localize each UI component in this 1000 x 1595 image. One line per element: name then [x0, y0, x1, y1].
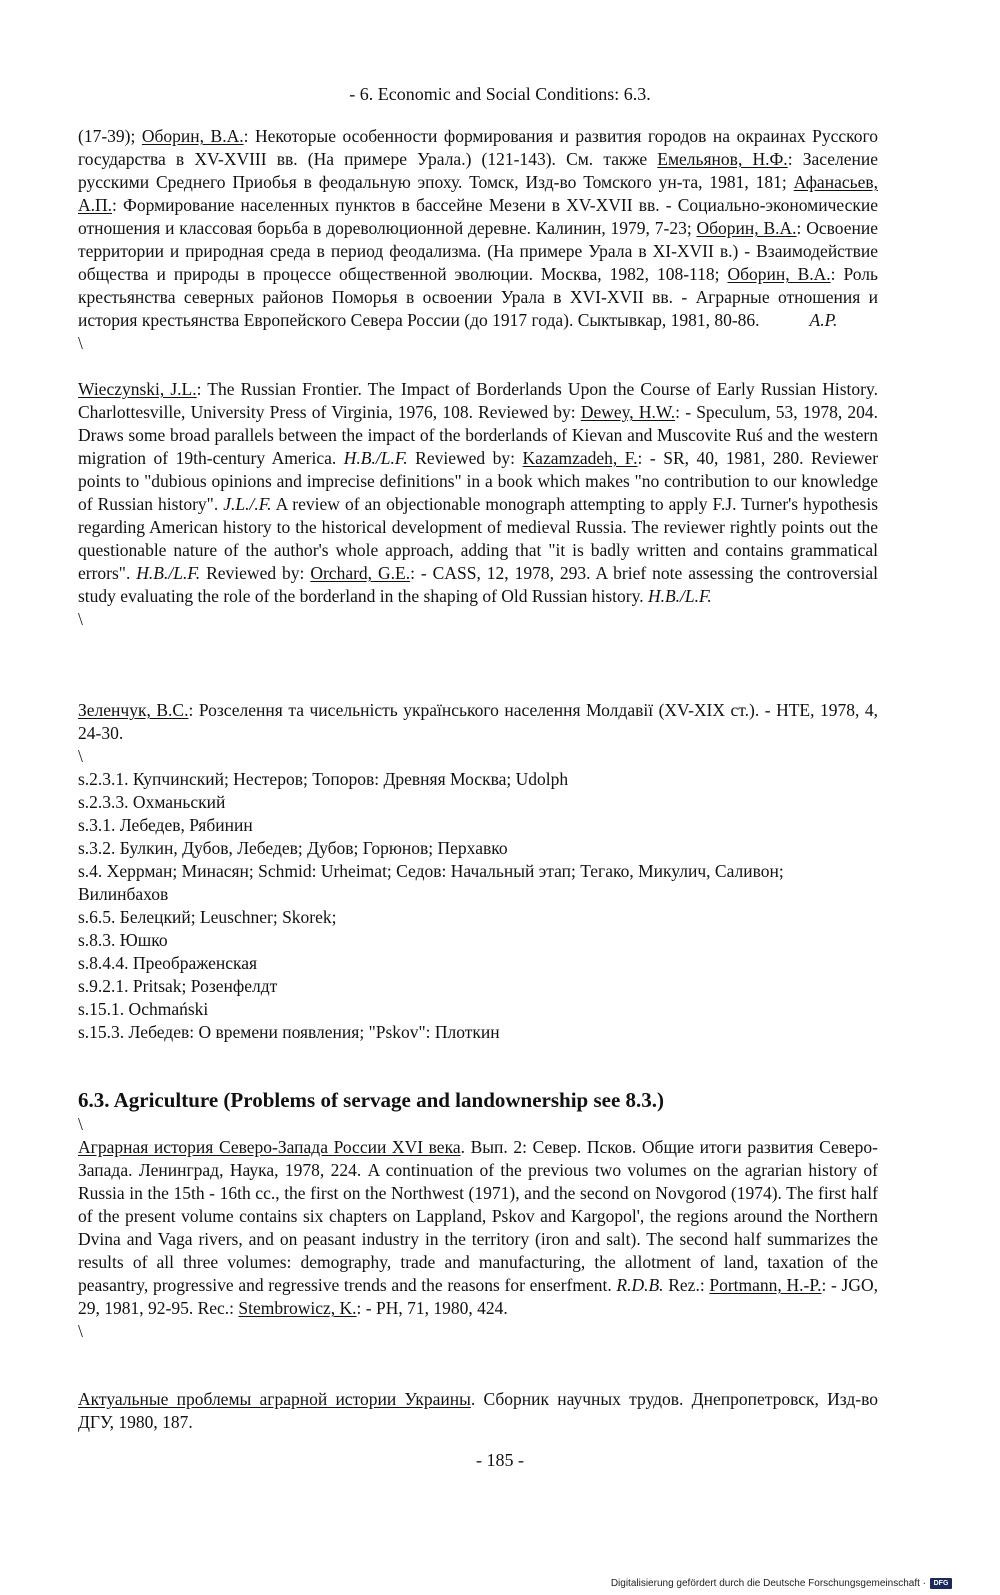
author-link: Зеленчук, В.С.	[78, 700, 189, 720]
entry-text-segment: : Розселення та чисельність українського населення Молдавії (XV-XIX ст.). - НТЕ, 1978, 4, 24-30.	[78, 700, 878, 743]
entry-text-segment: : - PH, 71, 1980, 424.	[356, 1298, 508, 1318]
entry-separator: \	[78, 746, 83, 766]
bibliography-entry-aktualnye	[78, 1388, 878, 1434]
entry-text-segment: Rez.:	[663, 1275, 710, 1295]
entry-text-segment: : Некоторые особенности формирования и развития городов на окраинах Русского государства в XV-XVIII вв. (На примере Урала.) (121-143). См. также	[78, 126, 878, 169]
bibliography-entry-wieczynski	[78, 378, 878, 631]
author-link: Емельянов, Н.Ф.	[657, 149, 788, 169]
reviewer-link: Orchard, G.E.	[310, 563, 411, 583]
entry-separator: \	[78, 1321, 83, 1341]
entry-separator: \	[78, 1114, 83, 1134]
reviewer-signature: H.B./L.F.	[647, 586, 712, 606]
cross-reference-item: s.9.2.1. Pritsak; Розенфелдт	[78, 976, 278, 996]
entry-text-segment: . Вып. 2: Север. Псков. Общие итоги развития Северо-Запада. Ленинград, Наука, 1978, 224. A continuation of the previous two volumes on the agrarian history of Russia in the 15th - 16th cc., the first on the Northwest (1971), and the second on Novgorod (1974). The first half of the present volume contains six chapters on Lappland, Pskov and Kargopol', the regions around the Northern Dvina and Vaga rivers, and on peasant industry in the territory (iron and salt). The second half summarizes the results of all three volumes: demography, trade and manufacturing, the allotment of land, taxation of the peasantry, progressive and regressive trends and the reasons for enserfment.	[78, 1137, 879, 1295]
entry-text-segment: : - SR, 40, 1981, 280. Reviewer points to "dubious opinions and imprecise definitions" in a book which makes "no contribution to our knowledge of Russian history".	[78, 448, 879, 514]
entry-page-ref: (17-39);	[78, 126, 142, 146]
entry-text-segment: Reviewed by:	[407, 448, 523, 468]
entry-separator: \	[78, 333, 83, 353]
reviewer-signature: A.P.	[809, 310, 838, 330]
reviewer-signature: J.L./.F.	[223, 494, 272, 514]
dfg-logo-icon: DFG	[930, 1578, 952, 1589]
running-head: - 6. Economic and Social Conditions: 6.3.	[349, 84, 651, 104]
entry-text-segment: : Роль крестьянства северных районов Поморья в освоении Урала в XVI-XVII вв. - Аграрные отношения и история крестьянства Европейского Севера России (до 1917 года). Сыктывкар, 1981, 80-86.	[78, 264, 878, 330]
reviewer-link: Portmann, H.-P.	[709, 1275, 822, 1295]
author-link: Оборин, В.А.	[141, 126, 244, 146]
reviewer-link: Stembrowicz, K.	[238, 1298, 357, 1318]
digitization-footer	[611, 1572, 952, 1595]
entry-text-segment: A review of an objectionable monograph attempting to apply F.J. Turner's hypothesis regarding American history to the historical development of medieval Russia. The reviewer rightly points out the questionable nature of the author's whole approach, adding that "it is badly written and contains grammatical errors".	[78, 494, 879, 583]
entry-text	[78, 125, 878, 332]
entry-text-segment: : - JGO, 29, 1981, 92-95. Rec.:	[78, 1275, 879, 1318]
footer-text: Digitalisierung gefördert durch die Deutsche Forschungsgemeinschaft ·	[610, 1578, 926, 1589]
reviewer-link: Kazamzadeh, F.	[522, 448, 638, 468]
author-link: Афанасьев, А.П.	[78, 172, 878, 215]
entry-text	[78, 1388, 878, 1434]
entry-text-segment: : Заселение русскими Среднего Приобья в феодальную эпоху. Томск, Изд-во Томского ун-та, 1981, 181;	[78, 149, 878, 192]
title-link: Аграрная история Северо-Запада России XVI века	[78, 1137, 461, 1157]
reviewer-signature: H.B./L.F.	[343, 448, 408, 468]
section-heading: 6.3. Agriculture (Problems of servage and landownership see 8.3.)	[78, 1088, 665, 1112]
page-number: - 185 -	[476, 1450, 524, 1470]
reviewer-signature: R.D.B.	[616, 1275, 664, 1295]
cross-reference-item: s.8.4.4. Преображенская	[78, 953, 258, 973]
cross-reference-item: s.4. Херрман; Минасян; Schmid: Urheimat; Седов: Начальный этап; Тегако, Микулич, Саливон; Вилинбахов	[78, 861, 784, 904]
cross-reference-item: s.6.5. Белецкий; Leuschner; Skorek;	[78, 907, 337, 927]
entry-text-segment: Reviewed by:	[200, 563, 311, 583]
bibliography-entry-zelenchuk	[78, 699, 878, 768]
entry-text-segment: : - Speculum, 53, 1978, 204. Draws some broad parallels between the impact of the borderlands of Kievan and Muscovite Ruś and the western migration of 19th-century America.	[78, 402, 878, 468]
cross-reference-item: s.2.3.1. Купчинский; Нестеров; Топоров: Древняя Москва; Udolph	[78, 769, 569, 789]
entry-text	[78, 1136, 878, 1320]
section-6-3	[78, 1087, 878, 1136]
author-link: Wieczynski, J.L.	[78, 379, 197, 399]
entry-text-segment: . Сборник научных трудов. Днепропетровск, Изд-во ДГУ, 1980, 187.	[78, 1389, 878, 1432]
cross-reference-list	[78, 768, 878, 1044]
title-link: Актуальные проблемы аграрной истории Украины	[78, 1389, 471, 1409]
entry-text	[78, 699, 878, 745]
entry-text-segment: : The Russian Frontier. The Impact of Borderlands Upon the Course of Early Russian History. Charlottesville, University Press of Virginia, 1976, 108. Reviewed by:	[78, 379, 878, 422]
cross-reference-item: s.3.1. Лебедев, Рябинин	[78, 815, 253, 835]
entry-text	[78, 378, 878, 608]
cross-reference-item: s.8.3. Юшко	[78, 930, 168, 950]
entry-separator: \	[78, 609, 83, 629]
bibliography-entry-agrarnaya	[78, 1136, 878, 1343]
entry-text-segment: : Освоение территории и природная среда в период феодализма. (На примере Урала в XI-XVII в.) - Взаимодействие общества и природы в процессе общественной эволюции. Москва, 1982, 108-118;	[78, 218, 878, 284]
bibliography-entry-oborin	[78, 125, 878, 355]
reviewer-link: Dewey, H.W.	[580, 402, 676, 422]
cross-reference-item: s.15.3. Лебедев: О времени появления; "Pskov": Плоткин	[78, 1022, 500, 1042]
reviewer-signature: H.B./L.F.	[136, 563, 201, 583]
cross-reference-item: s.2.3.3. Охманьский	[78, 792, 226, 812]
entry-text-segment: : Формирование населенных пунктов в бассейне Мезени в XV-XVII вв. - Социально-экономические отношения и классовая борьба в дореволюционной деревне. Калинин, 1979, 7-23;	[78, 195, 878, 238]
cross-reference-item: s.3.2. Булкин, Дубов, Лебедев; Дубов; Горюнов; Перхавко	[78, 838, 508, 858]
author-link: Оборин, В.А.	[696, 218, 797, 238]
cross-reference-item: s.15.1. Ochmański	[78, 999, 209, 1019]
author-link: Оборин, В.А.	[727, 264, 831, 284]
entry-text-segment: : - CASS, 12, 1978, 293. A brief note assessing the controversial study evaluating the role of the borderland in the shaping of Old Russian history.	[78, 563, 878, 606]
